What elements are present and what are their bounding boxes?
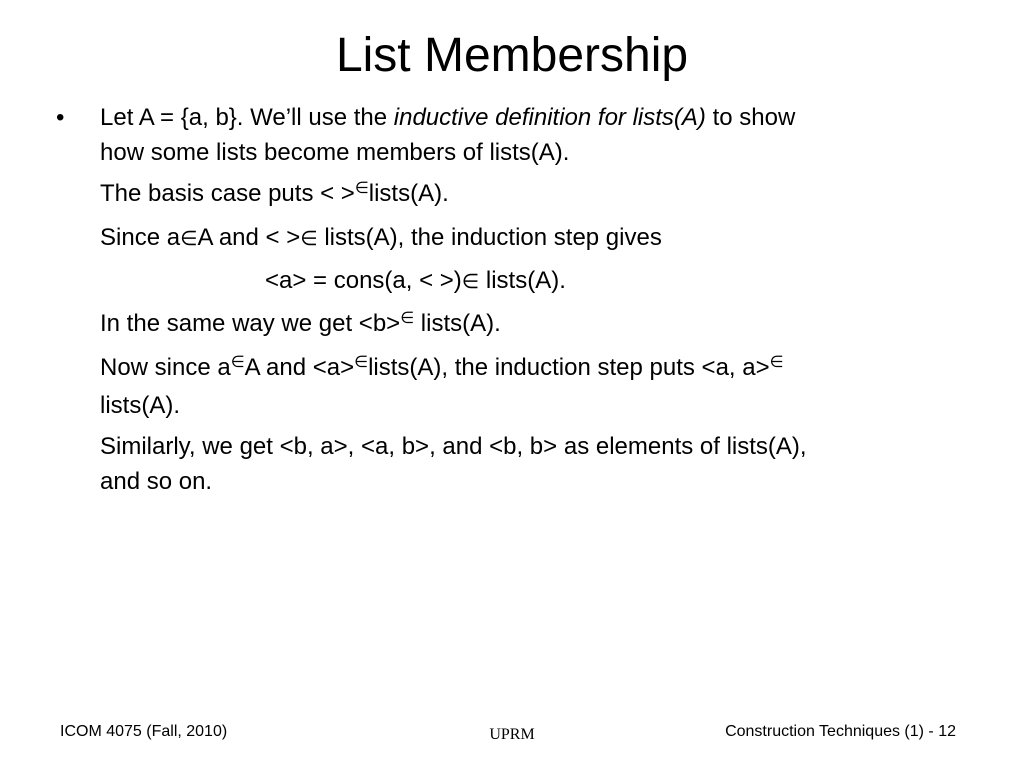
footer-institution: UPRM xyxy=(489,726,535,743)
similarly-line2: and so on. xyxy=(100,468,213,495)
intro-emphasis: inductive definition for lists(A) xyxy=(393,104,706,131)
now-since-start: Now since a xyxy=(100,354,231,381)
paragraph-similarly xyxy=(100,429,960,464)
element-of-icon: ∈ xyxy=(769,354,784,371)
slide-body xyxy=(56,100,960,499)
bullet-icon: • xyxy=(56,104,65,131)
paragraph-intro xyxy=(56,100,960,135)
cons-equation: <a> = cons(a, < >) xyxy=(265,267,462,294)
element-of-icon: ∈ xyxy=(300,228,318,250)
similarly-line1: Similarly, we get <b, a>, <a, b>, and <b, b> as elements of lists(A), xyxy=(100,433,807,460)
element-of-icon: ∈ xyxy=(354,180,369,197)
same-way-text: In the same way we get <b> xyxy=(100,310,401,337)
element-of-icon: ∈ xyxy=(230,354,245,371)
intro-text-end: to show xyxy=(705,104,796,131)
cons-equation-end: lists(A). xyxy=(479,267,566,294)
now-since-after: lists(A), the induction step puts <a, a> xyxy=(368,354,770,381)
paragraph-cons-equation xyxy=(100,263,960,300)
element-of-icon: ∈ xyxy=(354,354,369,371)
footer-course: ICOM 4075 (Fall, 2010) xyxy=(60,723,228,740)
footer-slide-number: Construction Techniques (1) - 12 xyxy=(725,723,956,740)
paragraph-same-way xyxy=(100,306,960,344)
paragraph-intro-cont xyxy=(100,135,960,170)
element-of-icon: ∈ xyxy=(461,271,480,293)
now-since-middle: A and <a> xyxy=(244,354,355,381)
element-of-icon: ∈ xyxy=(180,228,198,250)
intro-line2: how some lists become members of lists(A). xyxy=(100,139,570,166)
paragraph-similarly-cont xyxy=(100,464,960,499)
paragraph-induction-a xyxy=(100,220,960,257)
intro-text-start: Let A = {a, b}. We’ll use the xyxy=(100,104,394,131)
paragraph-now-since-cont xyxy=(100,388,960,423)
paragraph-basis xyxy=(100,176,960,214)
element-of-icon: ∈ xyxy=(400,310,415,327)
now-since-line2: lists(A). xyxy=(100,392,180,419)
basis-text-end: lists(A). xyxy=(368,180,449,207)
induction-a-end: lists(A), the induction step gives xyxy=(317,224,662,251)
paragraph-now-since xyxy=(100,350,960,388)
same-way-end: lists(A). xyxy=(414,310,501,337)
slide-title: List Membership xyxy=(335,29,689,82)
induction-a-middle: A and < > xyxy=(197,224,301,251)
basis-text: The basis case puts < > xyxy=(100,180,355,207)
induction-a-start: Since a xyxy=(100,224,181,251)
